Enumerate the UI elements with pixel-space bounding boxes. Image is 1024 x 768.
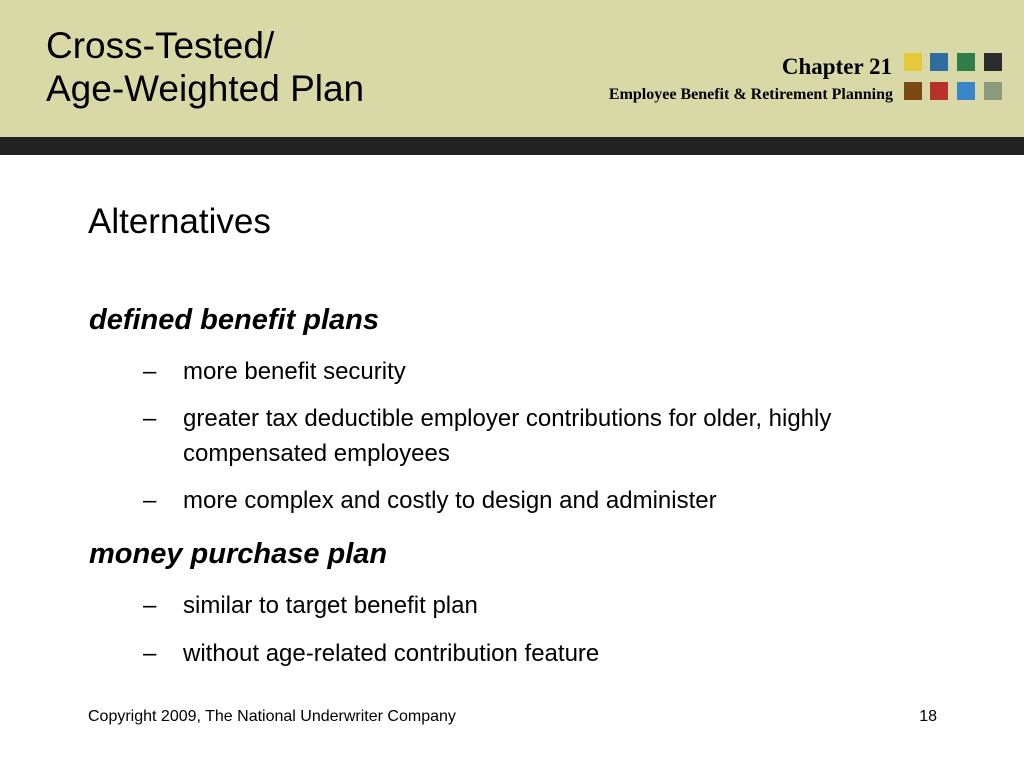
bullet-text: more complex and costly to design and administer — [183, 487, 717, 514]
logo-square-blue — [930, 53, 948, 71]
book-subtitle: Employee Benefit & Retirement Planning — [608, 86, 893, 103]
bullet-text: similar to target benefit plan — [183, 592, 478, 619]
bullet-dash: – — [143, 592, 157, 619]
bullet-dash: – — [143, 358, 157, 385]
bullet-dash: – — [143, 487, 157, 514]
slide-title — [46, 24, 364, 110]
logo-square-yellow — [904, 53, 922, 71]
page-number: 18 — [919, 708, 937, 725]
bullet-text: without age-related contribution feature — [183, 640, 600, 667]
logo-square-lightblue — [957, 82, 975, 100]
section-title-defined-benefit: defined benefit plans — [89, 304, 380, 336]
slide-title-line-2: Age-Weighted Plan — [46, 68, 365, 109]
logo-square-green — [957, 53, 975, 71]
logo-square-brown — [904, 82, 922, 100]
bullet-item — [143, 588, 903, 623]
section-title-money-purchase: money purchase plan — [89, 538, 388, 570]
slide-title-line-1: Cross-Tested/ — [46, 25, 275, 66]
chapter-label: Chapter 21 — [781, 54, 892, 79]
copyright-text: Copyright 2009, The National Underwriter Company — [88, 708, 456, 725]
bullet-dash: – — [143, 640, 157, 667]
bullet-text: greater tax deductible employer contributions for older, highly compensated employees — [183, 405, 832, 467]
bullet-text: more benefit security — [183, 358, 406, 385]
header-divider-bar — [0, 137, 1024, 155]
content-heading: Alternatives — [88, 202, 271, 241]
logo-square-gray — [984, 82, 1002, 100]
logo-square-red — [930, 82, 948, 100]
header-band — [0, 0, 1024, 137]
bullet-item — [143, 636, 903, 671]
bullet-item — [143, 354, 903, 389]
bullet-dash: – — [143, 405, 157, 432]
logo-square-black — [984, 53, 1002, 71]
bullet-item — [143, 483, 903, 518]
bullet-item — [143, 401, 903, 471]
